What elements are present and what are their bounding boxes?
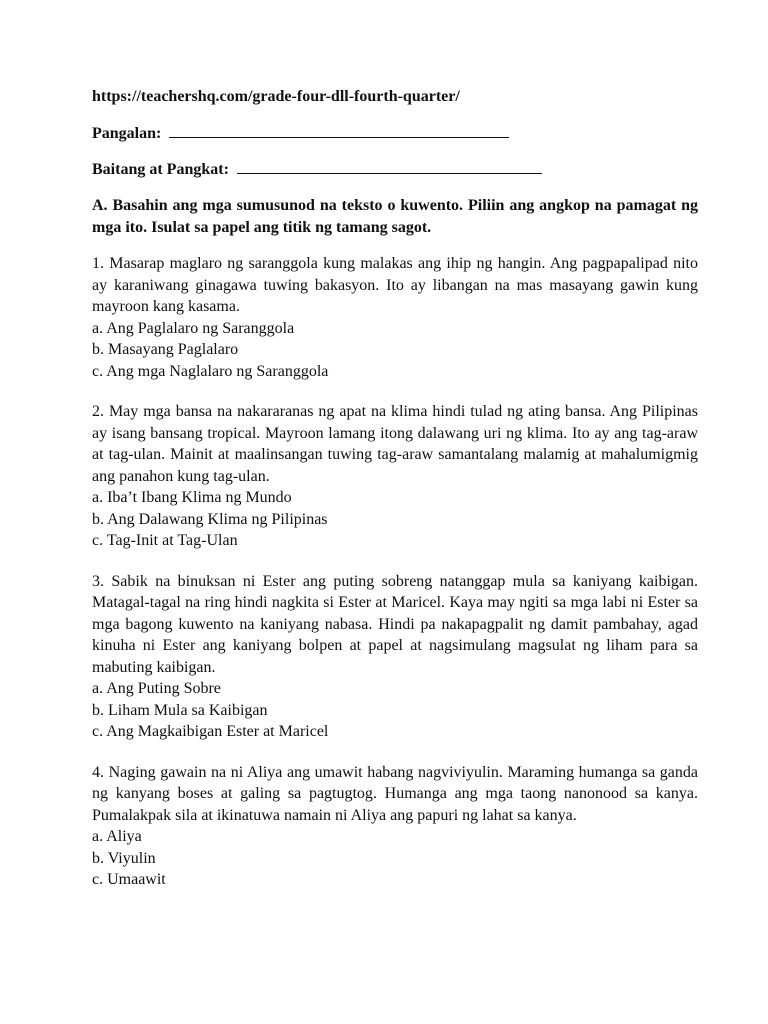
- choice-a: a. Ang Puting Sobre: [92, 680, 221, 697]
- choice-a: a. Ang Paglalaro ng Saranggola: [92, 319, 295, 337]
- question-text: 2. May mga bansa na nakararanas ng apat na klima hindi tulad ng ating bansa. Ang Pilipinas ay isang bansang tropical. Mayroon lamang itong dalawang uri ng klima. Ito ay ang tag-araw at tag-ulan. Mainit at maalinsangan tuwing tag-araw samantalang malamig at mahalumigmig ang panahon kung tag-ulan.: [92, 403, 698, 485]
- grade-section-field: [92, 159, 698, 181]
- name-field: [92, 123, 698, 145]
- choice-c: c. Tag-Init at Tag-Ulan: [92, 532, 238, 549]
- grade-section-blank-line[interactable]: [237, 159, 542, 174]
- question-text: 3. Sabik na binuksan ni Ester ang puting sobreng natanggap mula sa kaniyang kaibigan. Matagal-tagal na ring hindi nagkita si Ester at Maricel. Kaya may ngiti sa mga labi ni Ester sa mga bagong kuwento na kaniyang nabasa. Hindi pa nakapagpalit ng damit pambahay, agad kinuha ni Ester ang kaniyang bolpen at papel at nagsimulang magsulat ng liham para sa mabuting kaibigan.: [92, 572, 698, 676]
- question-4: [92, 762, 698, 891]
- choice-c: c. Ang mga Naglalaro ng Saranggola: [92, 362, 329, 380]
- question-1: [92, 253, 698, 382]
- choice-b: b. Viyulin: [92, 849, 156, 867]
- source-url: https://teachershq.com/grade-four-dll-fourth-quarter/: [92, 88, 460, 105]
- choice-b: b. Masayang Paglalaro: [92, 341, 239, 358]
- question-2: [92, 401, 698, 552]
- choice-c: c. Ang Magkaibigan Ester at Maricel: [92, 723, 329, 740]
- choice-b: b. Liham Mula sa Kaibigan: [92, 701, 268, 719]
- name-label: Pangalan:: [92, 125, 162, 142]
- instructions: A. Basahin ang mga sumusunod na teksto o kuwento. Piliin ang angkop na pamagat ng mga ito. Isulat sa papel ang titik ng tamang sagot.: [92, 197, 698, 236]
- choice-b: b. Ang Dalawang Klima ng Pilipinas: [92, 510, 328, 528]
- grade-section-label: Baitang at Pangkat:: [92, 161, 229, 178]
- choice-a: a. Iba’t Ibang Klima ng Mundo: [92, 489, 292, 506]
- name-blank-line[interactable]: [169, 123, 509, 138]
- question-text: 4. Naging gawain na ni Aliya ang umawit habang nagviviyulin. Maraming humanga sa ganda ng kanyang boses at galing sa pagtugtog. Humanga ang mga taong nanonood sa kanya. Pumalakpak sila at ikinatuwa namain ni Aliya ang papuri ng lahat sa kanya.: [92, 763, 698, 824]
- question-3: [92, 571, 698, 743]
- question-text: 1. Masarap maglaro ng saranggola kung malakas ang ihip ng hangin. Ang pagpapalipad nito ay karaniwang ginagawa tuwing bakasyon. Ito ay libangan na mas masayang gawin kung mayroon kang kasama.: [92, 255, 698, 315]
- choice-a: a. Aliya: [92, 828, 142, 845]
- choice-c: c. Umaawit: [92, 871, 166, 888]
